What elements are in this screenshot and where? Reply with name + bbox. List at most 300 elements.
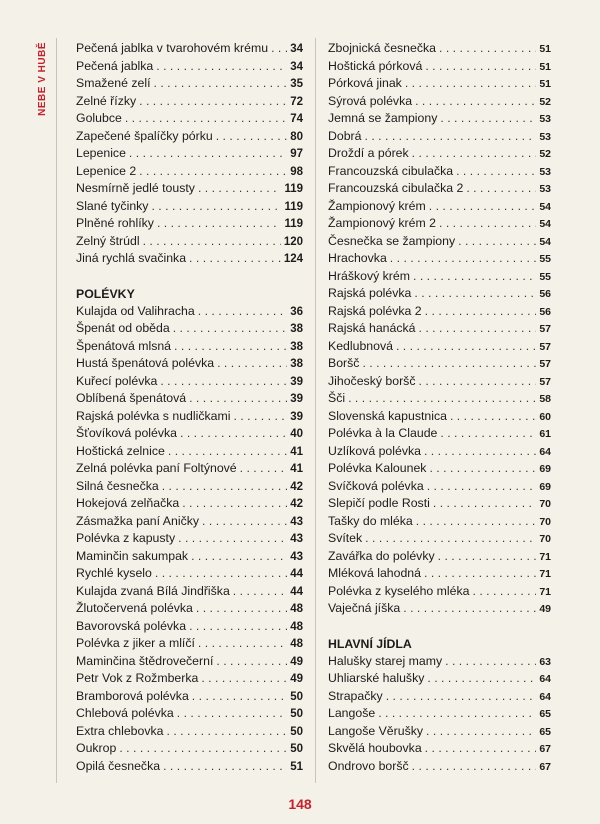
dot-leader (365, 129, 537, 143)
entry-group-top (76, 41, 303, 269)
entry-title: Špenátová mlsná (76, 338, 172, 353)
margin-rule (56, 38, 57, 783)
entry-page-number: 53 (539, 113, 551, 125)
entry-page-number: 119 (284, 200, 303, 213)
entry-title: Zavářka do polévky (328, 548, 435, 563)
entry-page-number: 124 (283, 253, 303, 265)
entry-page-number: 55 (539, 270, 551, 283)
entry-page-number: 51 (290, 760, 303, 773)
entry-title: Mléková lahodná (328, 566, 421, 580)
entry-title: Žampionový krém (328, 198, 426, 213)
entry-page-number: 71 (539, 568, 551, 580)
entry-page-number: 64 (539, 690, 551, 703)
entry-page-number: 44 (290, 585, 303, 598)
entry-title: Oblíbená špenátová (76, 391, 187, 405)
entry-page-number: 50 (290, 690, 303, 703)
entry-page-number: 64 (539, 673, 551, 685)
dot-leader (419, 321, 537, 335)
index-entry (76, 426, 303, 444)
entry-page-number: 49 (290, 655, 303, 668)
index-entry (328, 111, 551, 129)
dot-leader (439, 41, 536, 55)
entry-title: Extra chlebovka (76, 723, 164, 738)
index-entry (328, 706, 551, 724)
entry-title: Rychlé kyselo (76, 566, 152, 580)
entry-page-number: 43 (290, 533, 303, 545)
dot-leader (216, 654, 287, 668)
dot-leader (466, 181, 536, 195)
entry-page-number: 57 (539, 358, 551, 370)
index-entry (76, 514, 303, 532)
dot-leader (198, 304, 287, 318)
dot-leader (151, 199, 281, 213)
dot-leader (424, 444, 536, 458)
index-entry (328, 409, 551, 427)
index-entry (76, 619, 303, 637)
index-entry (328, 216, 551, 234)
entry-page-number: 51 (539, 78, 551, 90)
entry-page-number: 70 (539, 498, 551, 510)
entry-page-number: 54 (539, 218, 551, 230)
index-entry (76, 444, 303, 462)
entry-page-number: 36 (290, 305, 303, 318)
index-entry (328, 671, 551, 689)
entry-title: Lepenice 2 (76, 163, 137, 178)
dot-leader (202, 514, 287, 528)
entry-page-number: 80 (290, 130, 303, 143)
entry-title: Slovenská kapustnica (328, 408, 447, 423)
index-entry (76, 111, 303, 129)
dot-leader (415, 94, 536, 108)
index-entry (328, 531, 551, 549)
entry-page-number: 60 (539, 410, 551, 423)
index-entry (328, 199, 551, 217)
entry-page-number: 67 (539, 760, 551, 773)
entry-page-number: 48 (290, 638, 303, 650)
entry-title: Lepenice (76, 146, 126, 160)
entry-title: Česnečka se žampiony (328, 233, 456, 248)
entry-page-number: 39 (290, 375, 303, 388)
entry-page-number: 34 (290, 43, 303, 55)
index-entry (76, 164, 303, 182)
index-entry (328, 339, 551, 357)
entry-group-top (328, 41, 551, 619)
dot-leader (424, 566, 536, 580)
entry-page-number: 48 (290, 620, 303, 633)
index-column-left (76, 41, 303, 776)
entry-title: Halušky starej mamy (328, 653, 443, 668)
dot-leader (162, 479, 287, 493)
entry-page-number: 48 (290, 603, 303, 615)
dot-leader (456, 164, 536, 178)
entry-title: Rajská polévka (328, 286, 412, 300)
entry-page-number: 39 (290, 393, 303, 405)
dot-leader (168, 444, 287, 458)
dot-leader (139, 94, 287, 108)
dot-leader (425, 304, 537, 318)
index-column-right (328, 41, 551, 776)
entry-title: Polévka z kapusty (76, 531, 176, 545)
dot-leader (154, 76, 288, 90)
entry-title: Polévka à la Claude (328, 426, 438, 440)
entry-title: Kulajda zvaná Bílá Jindřiška (76, 583, 230, 598)
entry-title: Smažené zelí (76, 76, 151, 90)
entry-title: Pečená jablka v tvarohovém krému (76, 41, 269, 55)
index-entry (76, 724, 303, 742)
entry-page-number: 41 (290, 463, 303, 475)
entry-title: Skvělá houbovka (328, 741, 422, 755)
dot-leader (173, 321, 288, 335)
index-entry (328, 566, 551, 584)
entry-title: Hokejová zelňačka (76, 496, 180, 510)
index-entry (76, 129, 303, 147)
entry-title: Jiná rychlá svačinka (76, 251, 187, 265)
entry-title: Boršč (328, 356, 360, 370)
index-entry (328, 514, 551, 532)
entry-title: Svítek (328, 531, 363, 545)
dot-leader (157, 216, 282, 230)
entry-page-number: 38 (290, 323, 303, 335)
entry-title: Francouzská cibulačka 2 (328, 181, 464, 195)
entry-title: Dobrá (328, 128, 362, 143)
entry-title: Oukrop (76, 741, 117, 755)
dot-leader (429, 461, 536, 475)
dot-leader (271, 41, 287, 55)
dot-leader (177, 706, 287, 720)
index-entry (76, 566, 303, 584)
entry-title: Maminčin sakumpak (76, 548, 189, 563)
index-entry (76, 94, 303, 112)
dot-leader (403, 601, 536, 615)
page-number: 148 (288, 796, 312, 812)
index-entry (328, 461, 551, 479)
running-header: NEBE V HUBĚ (37, 42, 48, 116)
entry-page-number: 119 (284, 218, 303, 230)
index-entry (76, 41, 303, 59)
index-entry (76, 654, 303, 672)
index-entry (328, 689, 551, 707)
dot-leader (167, 724, 288, 738)
dot-leader (155, 566, 287, 580)
dot-leader (414, 286, 536, 300)
index-entry (328, 444, 551, 462)
dot-leader (445, 654, 536, 668)
dot-leader (439, 216, 536, 230)
index-entry (76, 146, 303, 164)
index-entry (76, 321, 303, 339)
entry-title: Kedlubnová (328, 338, 393, 353)
index-entry (76, 479, 303, 497)
entry-page-number: 69 (539, 463, 551, 475)
index-entry (328, 479, 551, 497)
entry-page-number: 69 (539, 480, 551, 493)
index-entry (328, 391, 551, 409)
index-entry (328, 374, 551, 392)
dot-leader (440, 426, 536, 440)
entry-page-number: 41 (290, 445, 303, 458)
entry-page-number: 39 (290, 410, 303, 423)
dot-leader (198, 636, 287, 650)
index-entry (76, 216, 303, 234)
dot-leader (139, 164, 287, 178)
entry-title: Uzlíková polévka (328, 443, 421, 458)
index-entry (76, 461, 303, 479)
entry-page-number: 50 (290, 725, 303, 738)
entry-title: Opilá česnečka (76, 758, 161, 773)
index-entry (328, 426, 551, 444)
entry-page-number: 98 (290, 165, 303, 178)
entry-page-number: 120 (283, 235, 303, 248)
entry-title: Strapačky (328, 688, 383, 703)
entry-title: Šči (328, 391, 346, 405)
entry-page-number: 74 (290, 113, 303, 125)
entry-title: Hráškový krém (328, 268, 410, 283)
dot-leader (192, 689, 287, 703)
entry-title: Droždí a pórek (328, 146, 409, 160)
dot-leader (189, 391, 287, 405)
entry-page-number: 71 (539, 550, 551, 563)
entry-title: Zelný štrúdl (76, 233, 140, 248)
dot-leader (201, 671, 287, 685)
index-entry (76, 531, 303, 549)
index-entry (76, 741, 303, 759)
entry-page-number: 71 (539, 585, 551, 598)
entry-title: Polévka Kalounek (328, 461, 427, 475)
dot-leader (233, 409, 287, 423)
entry-title: Kulajda od Valihracha (76, 303, 195, 318)
dot-leader (163, 759, 287, 773)
index-entry (76, 251, 303, 269)
dot-leader (180, 426, 287, 440)
entry-title: Rajská hanácká (328, 321, 416, 335)
entry-title: Petr Vok z Rožmberka (76, 671, 199, 685)
entry-page-number: 64 (539, 445, 551, 458)
dot-leader (426, 724, 536, 738)
dot-leader (174, 339, 287, 353)
index-entry (328, 41, 551, 59)
entry-page-number: 34 (290, 60, 303, 73)
index-entry (76, 601, 303, 619)
index-entry (76, 76, 303, 94)
entry-page-number: 50 (290, 743, 303, 755)
entry-title: Uhliarské halušky (328, 671, 425, 685)
dot-leader (438, 549, 537, 563)
entry-page-number: 49 (539, 603, 551, 615)
entry-title: Pečená jablka (76, 58, 154, 73)
dot-leader (182, 496, 287, 510)
index-entry (328, 496, 551, 514)
index-entry (328, 181, 551, 199)
dot-leader (405, 76, 536, 90)
dot-leader (233, 584, 287, 598)
dot-leader (156, 59, 287, 73)
index-entry (328, 269, 551, 287)
dot-leader (425, 741, 537, 755)
index-entry (76, 356, 303, 374)
entry-title: Svíčková polévka (328, 478, 424, 493)
entry-title: Pórková jinak (328, 76, 402, 90)
entry-page-number: 53 (539, 165, 551, 178)
entry-page-number: 35 (290, 78, 303, 90)
section-heading-hlavni-jidla: HLAVNÍ JÍDLA (328, 637, 412, 651)
entry-title: Žlutočervená polévka (76, 601, 193, 615)
dot-leader (413, 269, 536, 283)
index-entry (328, 146, 551, 164)
entry-title: Hustá špenátová polévka (76, 356, 215, 370)
entry-title: Nesmírně jedlé tousty (76, 181, 195, 195)
entry-title: Golubce (76, 111, 122, 125)
index-entry (76, 409, 303, 427)
index-entry (328, 304, 551, 322)
dot-leader (427, 479, 537, 493)
dot-leader (196, 601, 287, 615)
entry-page-number: 38 (290, 358, 303, 370)
entry-title: Rajská polévka s nudličkami (76, 408, 231, 423)
entry-title: Šťovíková polévka (76, 426, 177, 440)
entry-page-number: 58 (539, 393, 551, 405)
index-entry (328, 654, 551, 672)
dot-leader (129, 146, 287, 160)
dot-leader (240, 461, 288, 475)
entry-title: Hoštická pórková (328, 58, 423, 73)
index-entry (76, 391, 303, 409)
entry-page-number: 57 (539, 375, 551, 388)
entry-page-number: 51 (539, 60, 551, 73)
entry-page-number: 57 (539, 340, 551, 353)
entry-page-number: 42 (290, 480, 303, 493)
index-entry (328, 321, 551, 339)
index-entry (76, 339, 303, 357)
index-entry (328, 251, 551, 269)
index-entry (328, 164, 551, 182)
index-entry (328, 234, 551, 252)
dot-leader (390, 251, 537, 265)
dot-leader (217, 356, 287, 370)
index-entry (328, 601, 551, 619)
entry-title: Plněné rohlíky (76, 216, 154, 230)
dot-leader (216, 129, 287, 143)
index-entry (328, 94, 551, 112)
entry-title: Sýrová polévka (328, 93, 413, 108)
entry-title: Polévka z jiker a mlíčí (76, 636, 195, 650)
entry-title: Polévka z kyselého mléka (328, 583, 470, 598)
entry-group-hlavni-jidla (328, 654, 551, 777)
entry-title: Maminčina štědrovečerní (76, 653, 214, 668)
dot-leader (386, 689, 537, 703)
dot-leader (429, 199, 537, 213)
index-entry (76, 759, 303, 777)
dot-leader (143, 234, 281, 248)
index-entry (76, 181, 303, 199)
index-entry (328, 724, 551, 742)
entry-page-number: 63 (539, 655, 551, 668)
section-heading-polevky: POLÉVKY (76, 287, 135, 301)
index-entry (328, 356, 551, 374)
entry-title: Jihočeský boršč (328, 373, 416, 388)
dot-leader (362, 356, 536, 370)
index-entry (328, 584, 551, 602)
entry-title: Hrachovka (328, 251, 387, 265)
entry-page-number: 55 (539, 253, 551, 265)
dot-leader (125, 111, 287, 125)
entry-page-number: 40 (290, 428, 303, 440)
dot-leader (198, 181, 282, 195)
entry-title: Zbojnická česnečka (328, 41, 436, 55)
spacer (76, 269, 303, 287)
index-entry (76, 584, 303, 602)
column-divider (315, 38, 316, 783)
entry-title: Slepičí podle Rosti (328, 496, 430, 510)
entry-group-polevky (76, 304, 303, 777)
index-entry (76, 374, 303, 392)
dot-leader (450, 409, 536, 423)
entry-page-number: 61 (539, 428, 551, 440)
dot-leader (160, 374, 287, 388)
dot-leader (440, 111, 536, 125)
index-entry (76, 304, 303, 322)
index-entry (328, 59, 551, 77)
index-entry (76, 671, 303, 689)
index-entry (328, 76, 551, 94)
dot-leader (178, 531, 287, 545)
entry-title: Kuřecí polévka (76, 373, 158, 388)
entry-title: Jemná se žampiony (328, 111, 438, 125)
index-entry (76, 689, 303, 707)
entry-page-number: 38 (290, 340, 303, 353)
index-entry (328, 759, 551, 777)
entry-title: Hoštická zelnice (76, 443, 165, 458)
entry-page-number: 56 (539, 288, 551, 300)
entry-title: Langoše Věrušky (328, 723, 424, 738)
entry-page-number: 70 (539, 515, 551, 528)
index-entry (328, 286, 551, 304)
dot-leader (348, 391, 536, 405)
entry-title: Rajská polévka 2 (328, 303, 422, 318)
entry-page-number: 70 (539, 533, 551, 545)
dot-leader (427, 671, 536, 685)
entry-page-number: 65 (539, 708, 551, 720)
entry-page-number: 56 (539, 305, 551, 318)
spacer (328, 619, 551, 637)
entry-title: Bavorovská polévka (76, 618, 187, 633)
entry-title: Tašky do mléka (328, 513, 413, 528)
entry-title: Silná česnečka (76, 478, 159, 493)
dot-leader (412, 759, 537, 773)
dot-leader (433, 496, 536, 510)
entry-page-number: 119 (284, 183, 303, 195)
entry-page-number: 49 (290, 673, 303, 685)
entry-page-number: 57 (539, 323, 551, 335)
entry-title: Vaječná jíška (328, 601, 401, 615)
dot-leader (412, 146, 537, 160)
dot-leader (458, 234, 536, 248)
index-entry (328, 741, 551, 759)
entry-title: Ondrovo boršč (328, 758, 409, 773)
entry-page-number: 51 (539, 43, 551, 55)
entry-page-number: 50 (290, 708, 303, 720)
entry-title: Slané tyčinky (76, 198, 149, 213)
entry-page-number: 53 (539, 130, 551, 143)
dot-leader (119, 741, 287, 755)
entry-page-number: 52 (539, 95, 551, 108)
entry-title: Zelná polévka paní Foltýnové (76, 461, 237, 475)
index-entry (328, 129, 551, 147)
index-entry (76, 234, 303, 252)
entry-page-number: 54 (539, 235, 551, 248)
entry-page-number: 97 (290, 148, 303, 160)
entry-title: Chlebová polévka (76, 706, 174, 720)
dot-leader (396, 339, 536, 353)
